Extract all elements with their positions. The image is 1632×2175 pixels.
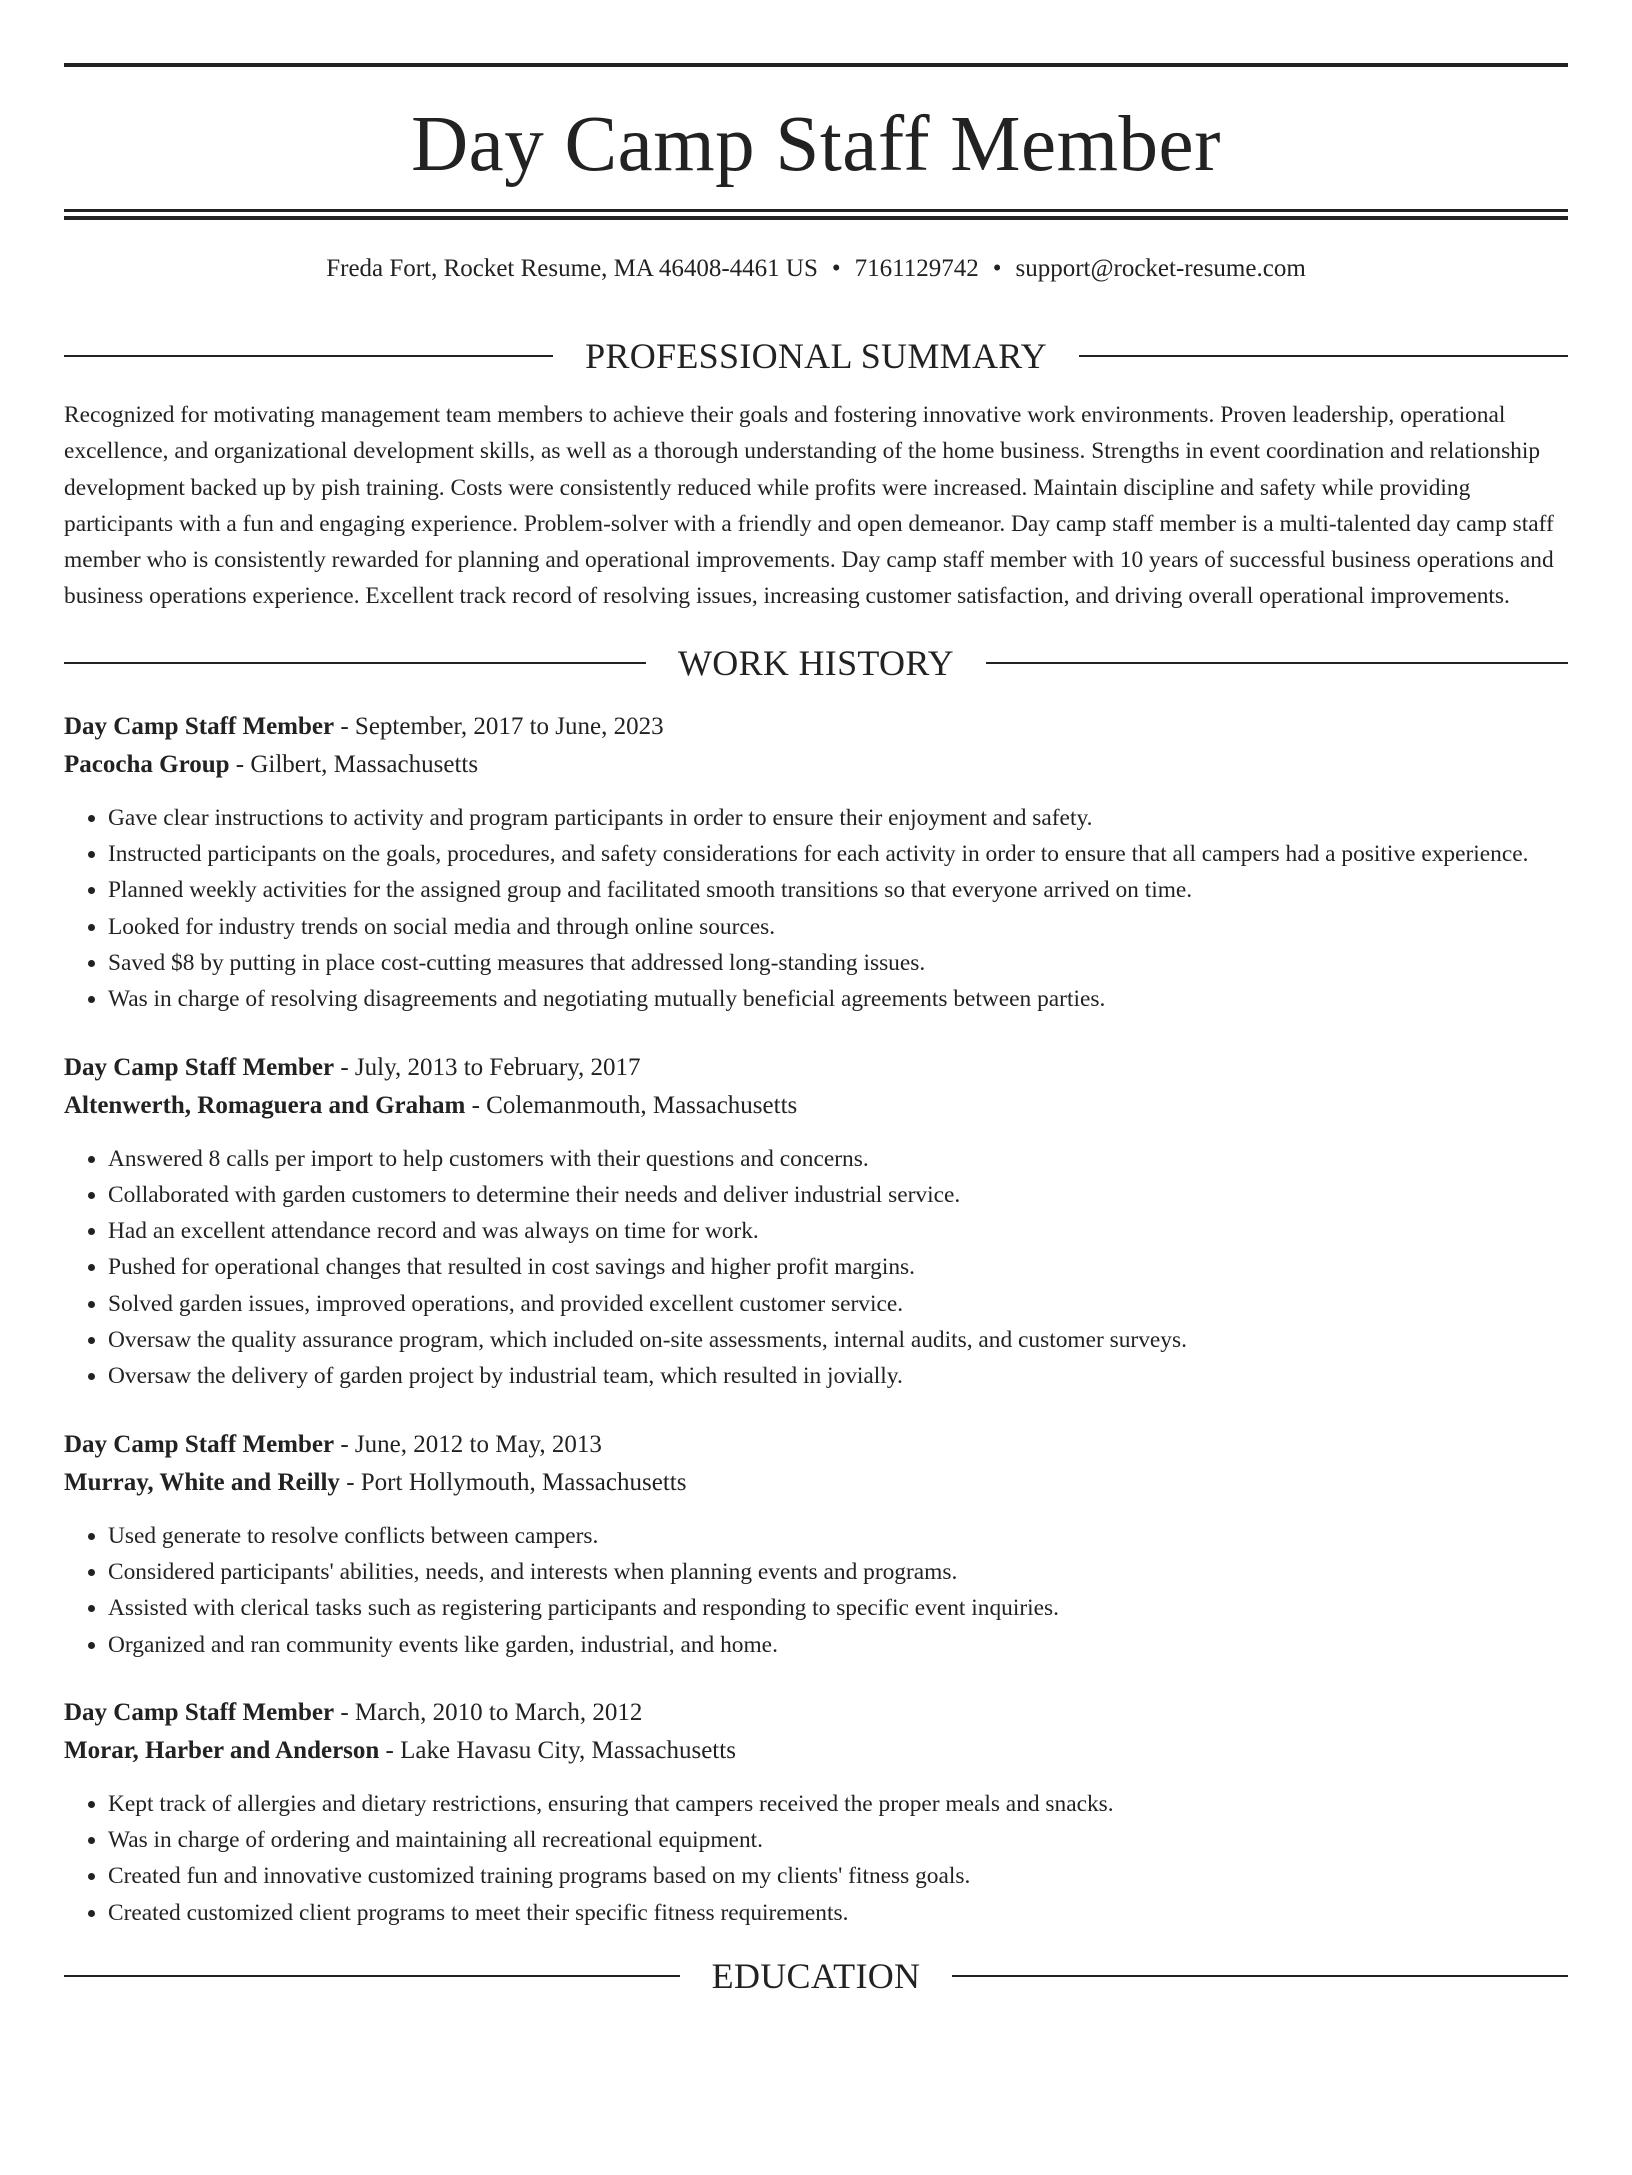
job-bullets: [64, 1786, 1568, 1931]
list-item: • Created fun and innovative customized training programs based on my clients' fitness goals.: [108, 1858, 1568, 1894]
job-title-line: [64, 708, 1568, 746]
job-company-line: [64, 1732, 1568, 1770]
job-dates: - June, 2012 to May, 2013: [334, 1430, 602, 1458]
job-company: Altenwerth, Romaguera and Graham: [64, 1091, 466, 1119]
name-double-rule: [64, 209, 1568, 220]
list-item: • Looked for industry trends on social media and through online sources.: [108, 909, 1568, 945]
top-rule: [64, 63, 1568, 67]
section-heading-summary: [64, 333, 1568, 379]
job-company: Pacocha Group: [64, 750, 230, 778]
list-item: • Solved garden issues, improved operations, and provided excellent customer service.: [108, 1286, 1568, 1322]
list-item: • Collaborated with garden customers to determine their needs and deliver industrial service.: [108, 1177, 1568, 1213]
list-item: • Gave clear instructions to activity and program participants in order to ensure their enjoyment and safety.: [108, 800, 1568, 836]
heading-rule: [64, 355, 553, 357]
job-title: Day Camp Staff Member: [64, 1698, 335, 1726]
section-heading-education: [64, 1953, 1568, 1999]
heading-rule: [64, 1975, 680, 1977]
job-bullets: [64, 800, 1568, 1018]
contact-phone: 7161129742: [854, 255, 979, 282]
job-dates: - September, 2017 to June, 2023: [334, 712, 664, 740]
job-bullets: [64, 1518, 1568, 1663]
job-title-line: [64, 1426, 1568, 1464]
list-item: • Used generate to resolve conflicts between campers.: [108, 1518, 1568, 1554]
contact-line: [64, 254, 1568, 298]
list-item: • Answered 8 calls per import to help customers with their questions and concerns.: [108, 1141, 1568, 1177]
job-entry: [64, 1049, 1568, 1395]
list-item: • Saved $8 by putting in place cost-cutting measures that addressed long-standing issues.: [108, 945, 1568, 981]
list-item: • Created customized client programs to meet their specific fitness requirements.: [108, 1895, 1568, 1931]
list-item: • Assisted with clerical tasks such as registering participants and responding to specific event inquiries.: [108, 1590, 1568, 1626]
contact-separator: •: [831, 255, 841, 282]
job-title: Day Camp Staff Member: [64, 712, 335, 740]
job-company: Murray, White and Reilly: [64, 1468, 340, 1496]
job-location: - Gilbert, Massachusetts: [229, 750, 479, 778]
list-item: • Instructed participants on the goals, procedures, and safety considerations for each activity in order to ensure that all campers had a positive experience.: [108, 836, 1568, 872]
section-title: PROFESSIONAL SUMMARY: [585, 336, 1047, 376]
list-item: • Had an excellent attendance record and was always on time for work.: [108, 1213, 1568, 1249]
section-heading-work: [64, 640, 1568, 686]
heading-rule: [986, 662, 1568, 664]
job-company-line: [64, 746, 1568, 784]
list-item: • Oversaw the quality assurance program, which included on-site assessments, internal audits, and customer surveys.: [108, 1322, 1568, 1358]
job-title: Day Camp Staff Member: [64, 1430, 335, 1458]
list-item: • Was in charge of ordering and maintaining all recreational equipment.: [108, 1822, 1568, 1858]
job-location: - Lake Havasu City, Massachusetts: [379, 1736, 736, 1764]
list-item: • Kept track of allergies and dietary restrictions, ensuring that campers received the proper meals and snacks.: [108, 1786, 1568, 1822]
list-item: • Oversaw the delivery of garden project by industrial team, which resulted in jovially.: [108, 1358, 1568, 1394]
contact-address: Freda Fort, Rocket Resume, MA 46408-4461 US: [326, 255, 818, 282]
job-bullets: [64, 1141, 1568, 1395]
heading-rule: [952, 1975, 1568, 1977]
resume-page: [0, 63, 1632, 2175]
job-title-line: [64, 1694, 1568, 1732]
list-item: • Planned weekly activities for the assigned group and facilitated smooth transitions so that everyone arrived on time.: [108, 872, 1568, 908]
job-entry: [64, 708, 1568, 1018]
list-item: • Organized and ran community events like garden, industrial, and home.: [108, 1627, 1568, 1663]
heading-rule: [1079, 355, 1568, 357]
job-location: - Port Hollymouth, Massachusetts: [339, 1468, 687, 1496]
list-item: • Considered participants' abilities, needs, and interests when planning events and programs.: [108, 1554, 1568, 1590]
job-company: Morar, Harber and Anderson: [64, 1736, 380, 1764]
section-title: EDUCATION: [711, 1956, 921, 1997]
job-title: Day Camp Staff Member: [64, 1053, 335, 1081]
job-title-line: [64, 1049, 1568, 1087]
list-item: • Was in charge of resolving disagreements and negotiating mutually beneficial agreements between parties.: [108, 981, 1568, 1017]
section-title: WORK HISTORY: [678, 642, 954, 683]
job-dates: - March, 2010 to March, 2012: [334, 1698, 643, 1726]
heading-rule: [64, 662, 646, 664]
list-item: • Pushed for operational changes that resulted in cost savings and higher profit margins.: [108, 1249, 1568, 1285]
job-company-line: [64, 1464, 1568, 1502]
resume-name: Day Camp Staff Member: [411, 101, 1221, 188]
job-dates: - July, 2013 to February, 2017: [334, 1053, 641, 1081]
contact-email: support@rocket-resume.com: [1015, 255, 1306, 282]
contact-separator: •: [992, 255, 1002, 282]
job-location: - Colemanmouth, Massachusetts: [465, 1091, 798, 1119]
professional-summary: Recognized for motivating management team members to achieve their goals and fostering innovative work environments. Proven leadership, operational excellence, and organizational development skills, as well as a thorough understanding of the home business. Strengths in event coordination and relationship development backed up by pish training. Costs were consistently reduced while profits were increased. Maintain discipline and safety while providing participants with a fun and engaging experience. Problem-solver with a friendly and open demeanor. Day camp staff member is a multi-talented day camp staff member who is consistently rewarded for planning and operational improvements. Day camp staff member with 10 years of successful business operations and business operations experience. Excellent track record of resolving issues, increasing customer satisfaction, and driving overall operational improvements.: [64, 402, 1554, 610]
job-company-line: [64, 1087, 1568, 1125]
job-entry: [64, 1694, 1568, 1931]
job-entry: [64, 1426, 1568, 1663]
